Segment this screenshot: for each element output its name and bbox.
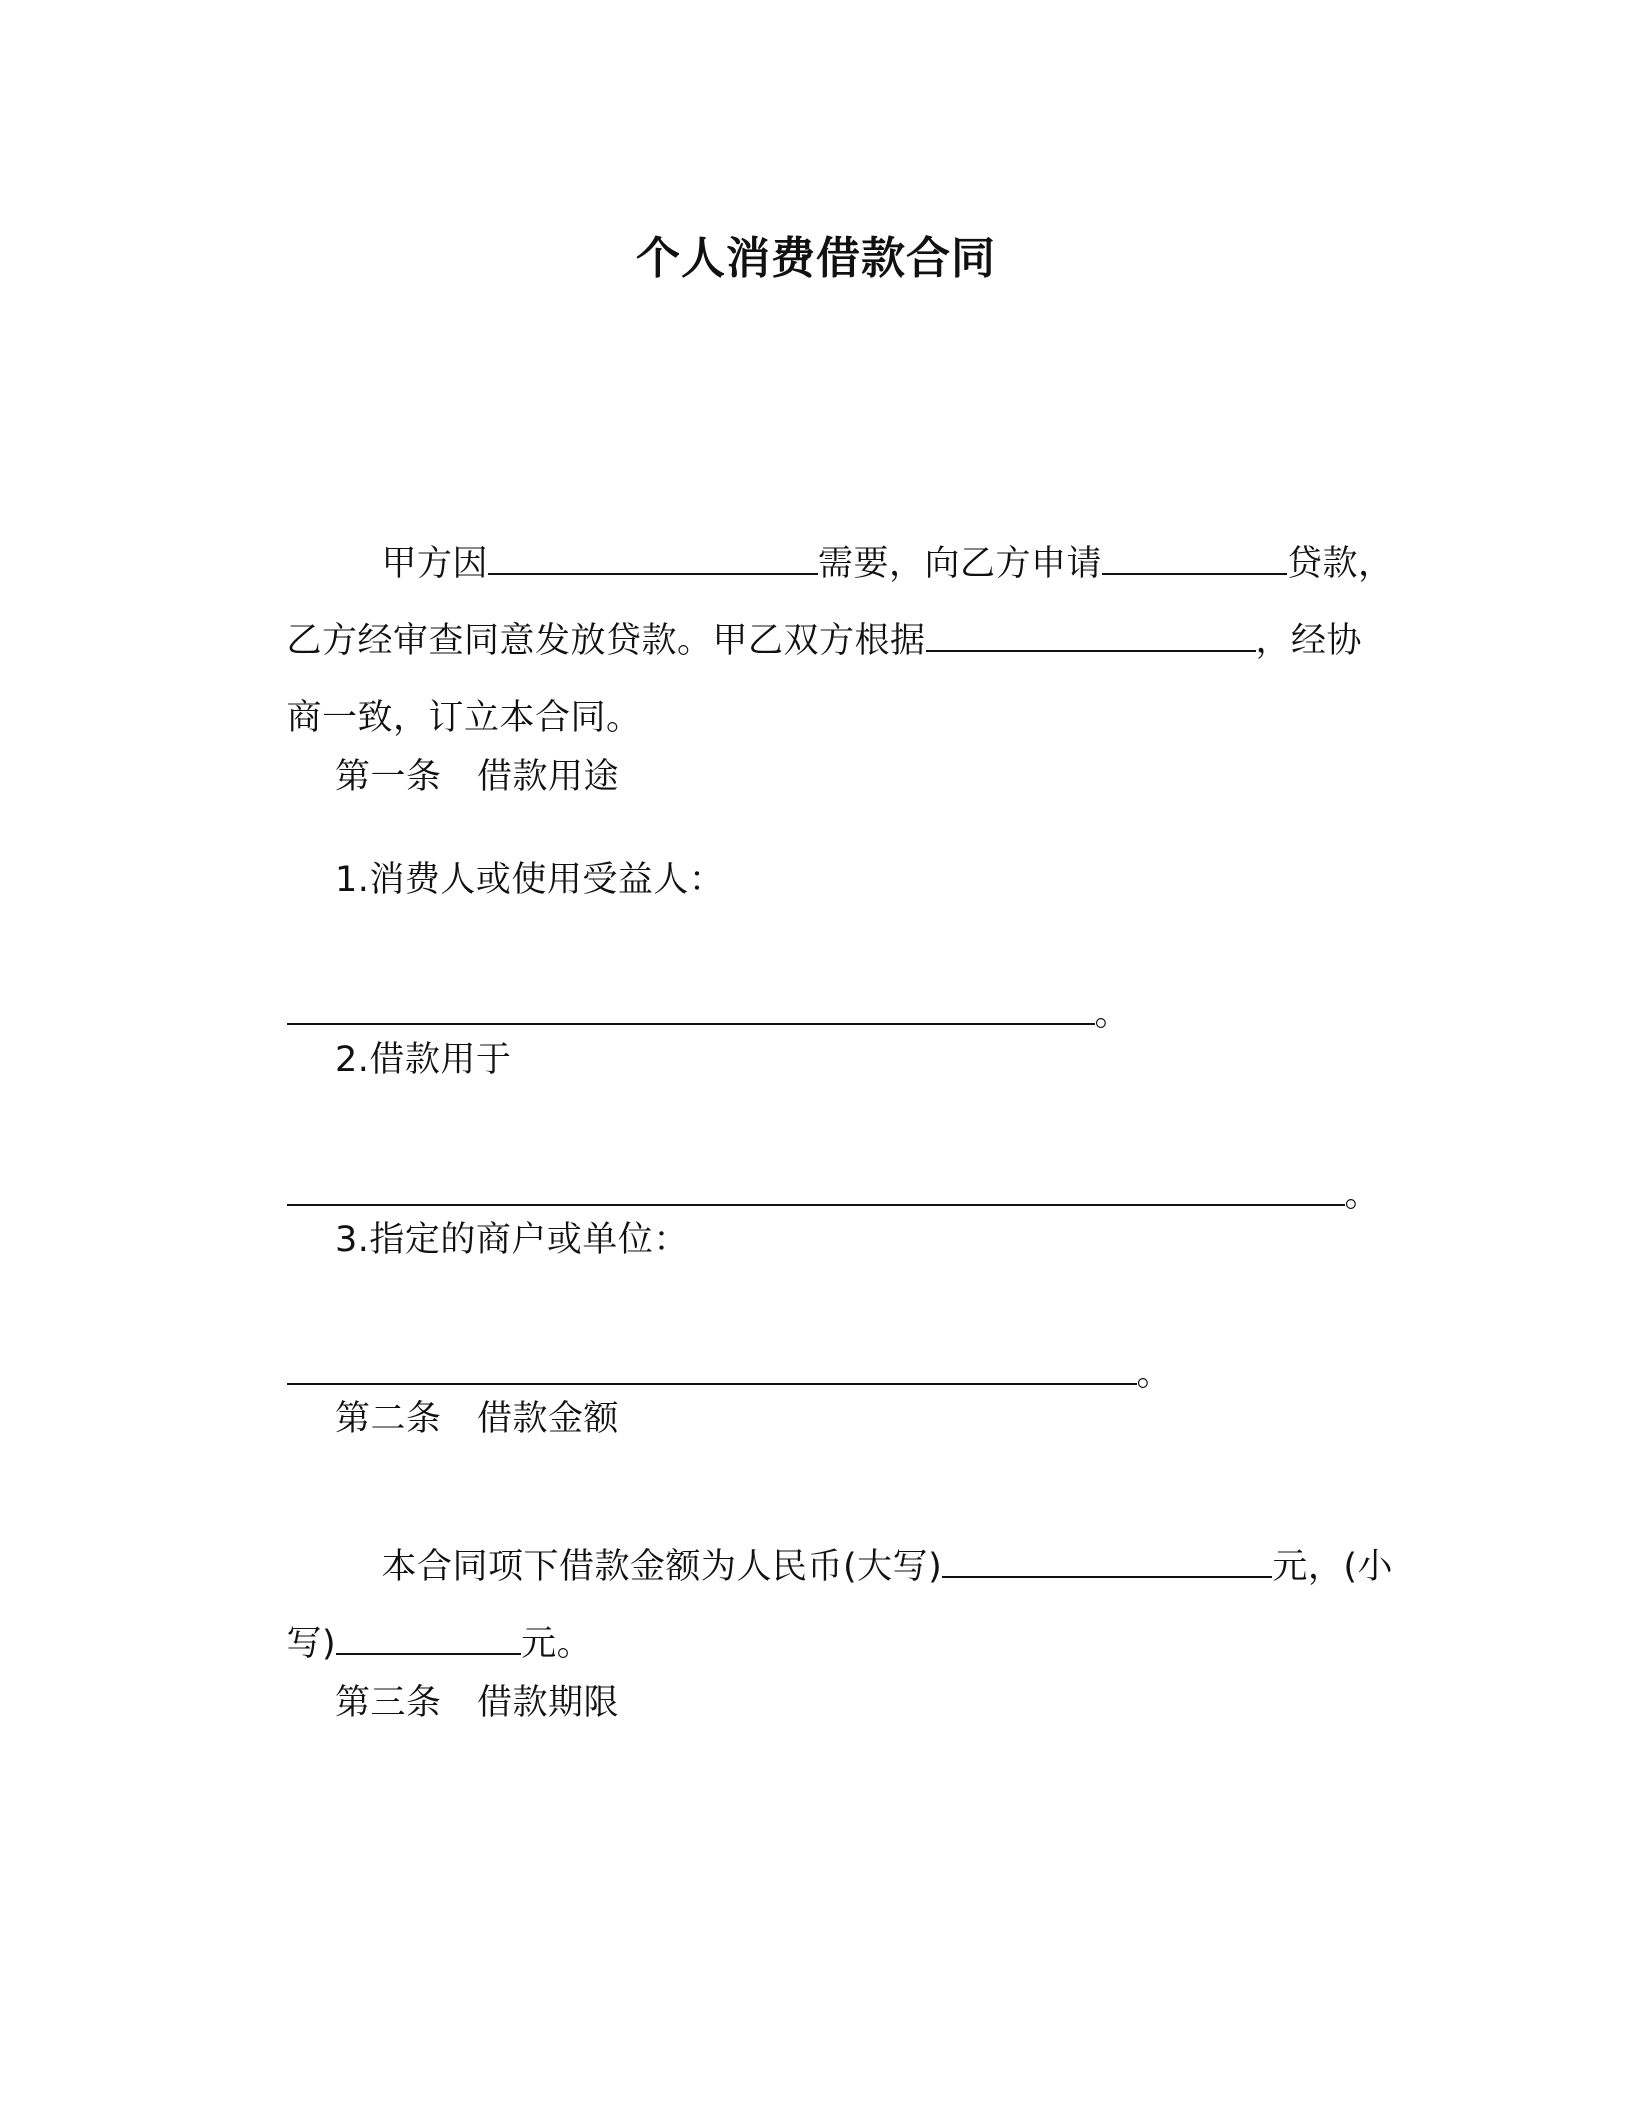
amount-text: 写): [286, 1624, 337, 1664]
article-1-heading: 第一条 借款用途: [335, 757, 620, 797]
preamble-text: 贷款，: [1287, 544, 1394, 584]
article-1-item-2-label: 2.借款用于: [335, 1040, 512, 1080]
merchant-blank[interactable]: [287, 1353, 1137, 1385]
preamble-text: ，经协: [1255, 621, 1363, 661]
preamble-text: 乙方经审查同意发放贷款。甲乙双方根据: [286, 621, 926, 661]
period: 。: [1136, 1354, 1173, 1394]
article-1-item-3-label: 3.指定的商户或单位：: [335, 1220, 689, 1260]
legal-basis-blank[interactable]: [926, 620, 1256, 652]
loan-type-blank[interactable]: [1102, 543, 1287, 575]
loan-purpose-blank[interactable]: [287, 1174, 1345, 1206]
period: 。: [1094, 994, 1131, 1034]
amount-in-figures-blank[interactable]: [336, 1623, 521, 1655]
reason-blank[interactable]: [488, 543, 818, 575]
amount-text: 元，(小: [1272, 1547, 1393, 1587]
amount-text: 本合同项下借款金额为人民币(大写): [381, 1547, 943, 1587]
article-3-heading: 第三条 借款期限: [335, 1683, 620, 1723]
amount-text: 元。: [521, 1624, 593, 1664]
period: 。: [1344, 1175, 1381, 1215]
beneficiary-blank[interactable]: [287, 993, 1095, 1025]
document-title: 个人消费借款合同: [636, 233, 996, 284]
article-2-heading: 第二条 借款金额: [335, 1399, 620, 1439]
amount-in-words-blank[interactable]: [942, 1546, 1272, 1578]
preamble-text: 需要，向乙方申请: [818, 544, 1103, 584]
preamble-text: 商一致，订立本合同。: [286, 698, 642, 738]
article-1-item-1-label: 1.消费人或使用受益人：: [335, 860, 725, 900]
preamble-text: 甲方因: [381, 544, 489, 584]
